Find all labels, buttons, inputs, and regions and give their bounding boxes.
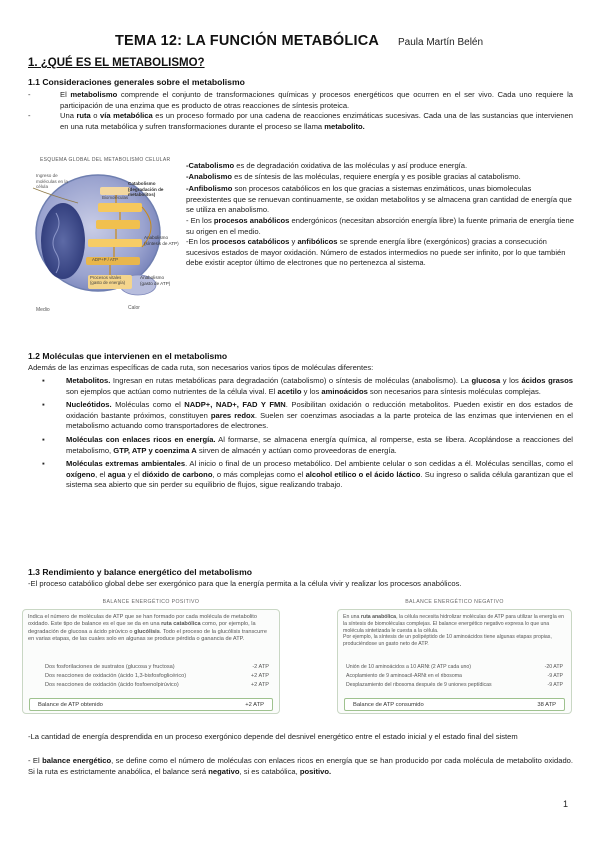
metabolism-diagram [28,157,178,317]
section-1-3-heading: 1.3 Rendimiento y balance energético del metabolismo [28,567,252,577]
negative-balance-rows [346,663,563,690]
label-ingreso: Ingreso de moléculas en la célula [36,173,68,189]
section-1-1-bullets [28,90,573,132]
diagram-title: ESQUEMA GLOBAL DEL METABOLISMO CELULAR [40,157,171,163]
section-1-1-heading: 1.1 Consideraciones generales sobre el metabolismo [28,77,245,87]
section-1-2-heading: 1.2 Moléculas que intervienen en el metabolismo [28,351,228,361]
list-item: ▪ Metabolitos. Ingresan en rutas metabólicas para degradación (catabolismo) o síntesis de moléculas (anabolismo). La glucosa y los ácidos grasos son ejemplos que actúan como nutrientes de la célula vival. El acetilo y los aminoácidos son necesarios para síntesis moléculas complejas. [40,376,573,397]
positive-balance-rows [45,663,269,690]
positive-balance-box [22,599,280,714]
table-row: Dos reacciones de oxidación (ácido 1,3-bisfosfoglicérico) +2 ATP [45,673,269,679]
positive-balance-text: Indica el número de moléculas de ATP que se han formado por cada molécula de metabolito oxidado. Este tipo de balance es el que se da en una ruta catabólica como, por ejemplo, la degradación de glucosa a ácido pirúvico o glucólisis. Todo el proceso de la glucólisis transcurre en varias etapas, de las cuales solo en algunas se produce pérdida o ganancia de ATP. [28,614,268,643]
section-1-2-intro: Además de las enzimas específicas de cada ruta, son necesarios varios tipos de moléculas diferentes: [28,363,374,372]
negative-balance-box [337,599,572,714]
table-row: Unión de 10 aminoácidos a 10 ARNt (2 ATP cada uno) -20 ATP [346,664,563,670]
page-number: 1 [563,799,569,809]
label-anabolismo-gasto: Anabolismo (gasto de ATP) [140,275,171,286]
table-row: Desplazamiento del ribosoma después de 9 uniones peptídicas -9 ATP [346,682,563,688]
definition-catabolic-processes: -En los procesos catabólicos y anfibólicos se sprende energía libre (exergónicos) gracias a consecución sucesivos estados de mayor oxidación. Número de estados intermedios no puede ser infinito, por lo que también debe existir aceptor último de electrones que no pertenezca al sistema. [186,237,566,268]
negative-balance-total: Balance de ATP consumido 38 ATP [344,698,565,711]
section-1-3-intro: -El proceso catabólico global debe ser exergónico para que la energía permita a la célula vivir y realizar los procesos anabólicos. [28,579,462,588]
definition-anabolic-processes: - En los procesos anabólicos endergónicos (necesitan absorción energía libre) la fuente primaria de energía tiene su origen en el medio. [186,215,574,236]
list-item: ▪ Moléculas extremas ambientales. Al inicio o final de un proceso metabólico. Del ambiente celular o son cedidas a él. Moléculas sencillas, como el oxígeno, el agua y el dióxido de carbono, o más complejas como el alcohol etílico o el ácido láctico. Su ingreso o salida célula garantizan que el sistema sea abierto que sin perder su equilibrio de flujos, sigue realizando trabajo. [40,459,573,491]
label-biomoleculas: Biomoléculas [102,195,129,200]
molecule-types-list [40,376,573,491]
table-row: Acoplamiento de 9 aminoacil-ARNt en el ribosoma -9 ATP [346,673,563,679]
definition-catabolismo: -Catabolismo es de degradación oxidativa de las moléculas y así produce energía. [186,161,468,170]
list-item: - El metabolismo comprende el conjunto de transformaciones químicas y procesos energéticos que ocurren en el ser vivo. Cada uno requiere la participación de una enzima que es producto de otras reacciones de síntesis proteica. [28,90,573,111]
negative-balance-text: En una ruta anabólica, la célula necesita hidrolizar moléculas de ATP para utilizar la energía en la síntesis de biomoléculas complejas. El balance energético negativo expresa lo que una molécula sintetizada le cuesta a la célula. Por ejemplo, la síntesis de un polipéptido de 10 aminoácidos tiene algunas etapas propias, produciéndose un gasto neto de ATP. [343,614,564,648]
list-item: - Una ruta o vía metabólica es un proceso formado por una cadena de reacciones enzimáticas sucesivas. Cada una de las sustancias que intervienen en una ruta metabólica y sufren transformaciones durante el proceso se llama metabolito. [28,111,573,132]
metabolism-definitions [186,161,574,269]
label-adp-atp: ADP+P / ATP [92,257,119,262]
label-catabolismo: Catabolismo (degradación de metabolitos) [128,181,164,197]
label-anabolismo-sintesis: Anabolismo (síntesis de ATP) [144,235,179,246]
negative-balance-title: BALANCE ENERGÉTICO NEGATIVO [405,599,504,605]
label-medio: Medio [36,307,50,313]
list-item: ▪ Moléculas con enlaces ricos en energía. Al formarse, se almacena energía química, al romperse, esta se libera. Acoplándose a reacciones del metabolismo, GTP, ATP y coenzima A sirven de almacén y actúan como proveedoras de energía. [40,435,573,456]
section-1-heading: 1. ¿QUÉ ES EL METABOLISMO? [28,57,205,69]
label-calor: Calor [128,305,140,311]
definition-anabolismo: -Anabolismo es de síntesis de las moléculas, requiere energía y es posible gracias al catabolismo. [186,171,521,181]
energy-difference-paragraph: -La cantidad de energía desprendida en un proceso exergónico depende del desnivel energético entre el estado inicial y el estado final del sistem [28,732,518,741]
label-procesos-vitales: Procesos vitales (gasto de energía) [90,275,126,285]
list-item: ▪ Nucleótidos. Moléculas como el NADP+, NAD+, FAD Y FMN. Posibilitan oxidación o reducción metabolitos. Pueden existir en dos estados de oxidación bastante próximos, constituyen pares redox. Suelen ser coenzimas asociadas a la parte proteica de las enzimas que intervienen en el metabolismo actuando como transportadores de electrones. [40,400,573,432]
page-title: TEMA 12: LA FUNCIÓN METABÓLICA [115,33,380,49]
definition-anfibolismo: -Anfibolismo son procesos catabólicos en los que gracias a sistemas enzimáticos, unas biomoleculas preexistentes que se renuevan continuamente, se oxidan metabolitos y se almacena gran cantidad de energía que se utiliza en anabolismo. [186,184,572,215]
table-row: Dos fosforilaciones de sustratos (glucosa y fructosa) -2 ATP [45,664,269,670]
positive-balance-title: BALANCE ENERGÉTICO POSITIVO [102,599,200,605]
table-row: Dos reacciones de oxidación (ácido fosfoenolpirúvico) +2 ATP [45,682,269,688]
author-name: Paula Martín Belén [398,37,484,48]
positive-balance-total: Balance de ATP obtenido +2 ATP [29,698,273,711]
energy-balance-paragraph: - El balance energético, se define como el número de moléculas con enlaces ricos en energía que se han producido por cada molécula de metabolito oxidado. Si la ruta es estrictamente anabólica, el balance será negativo, si es catabólica, positivo. [28,756,573,776]
